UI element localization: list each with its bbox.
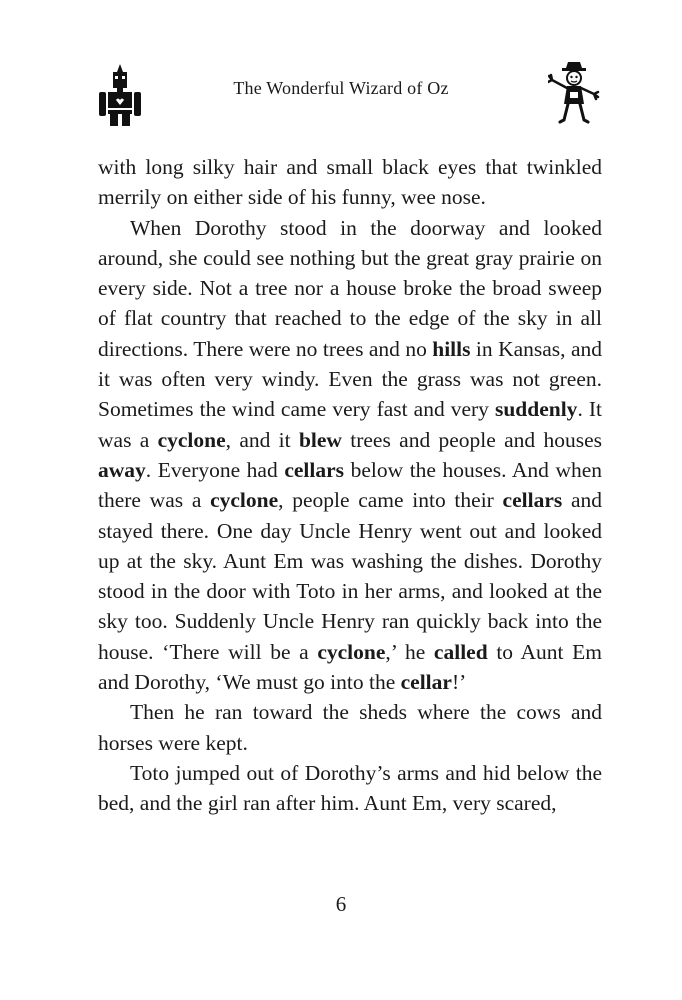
text-run: in Kansas, and it was often very windy. Even the grass was not green. Sometimes the wind came very fast and very xyxy=(98,336,602,422)
text-run: When Dorothy stood in the doorway and looked around, she could see nothing but the great gray prairie on every side. Not a tree nor a house broke the broad sweep of flat country that reached to the edge of the sky in all directions. There were no trees and no xyxy=(98,215,602,361)
vocabulary-word: hills xyxy=(432,336,471,361)
vocabulary-word: blew xyxy=(298,427,342,452)
paragraph xyxy=(98,213,602,698)
text-run: , and it xyxy=(225,427,299,452)
text-run: !’ xyxy=(451,670,467,695)
vocabulary-word: cyclone xyxy=(317,639,386,664)
text-run: . Everyone had xyxy=(145,457,285,482)
text-run: Then he ran toward the sheds where the cows and horses were kept. xyxy=(98,700,602,755)
text-run: with long silky hair and small black eyes that twinkled merrily on either side of his funny, wee nose. xyxy=(98,155,602,210)
running-header-title: The Wonderful Wizard of Oz xyxy=(233,78,449,98)
text-run: to Aunt Em and Dorothy, ‘We must go into the xyxy=(98,639,602,695)
paragraph xyxy=(98,152,602,213)
vocabulary-word: cellars xyxy=(284,457,345,482)
text-run: and stayed there. One day Uncle Henry went out and looked up at the sky. Aunt Em was washing the dishes. Dorothy stood in the door with Toto in her arms, and looked at the sky too. Suddenly Uncle Henry ran quickly back into the house. ‘There will be a xyxy=(98,488,602,664)
paragraph xyxy=(98,697,602,758)
text-run: , people came into their xyxy=(278,488,503,513)
text-run: Toto jumped out of Dorothy’s arms and hid below the bed, and the girl ran after him. Aunt Em, very scared, xyxy=(98,760,602,816)
text-run: ,’ he xyxy=(385,639,434,664)
vocabulary-word: called xyxy=(433,639,488,664)
vocabulary-word: cellars xyxy=(502,488,563,513)
scarecrow-icon xyxy=(548,62,600,124)
paragraph xyxy=(98,758,602,819)
book-body-text xyxy=(98,152,602,819)
text-run: trees and people and houses xyxy=(341,427,602,452)
text-run: below the houses. And when there was a xyxy=(98,457,603,513)
vocabulary-word: cyclone xyxy=(157,427,226,452)
vocabulary-word: cellar xyxy=(400,670,452,695)
vocabulary-word: away xyxy=(98,457,146,482)
vocabulary-word: suddenly xyxy=(494,397,578,422)
text-run: . It was a xyxy=(98,397,602,452)
vocabulary-word: cyclone xyxy=(210,488,279,513)
page-number: 6 xyxy=(335,892,347,916)
